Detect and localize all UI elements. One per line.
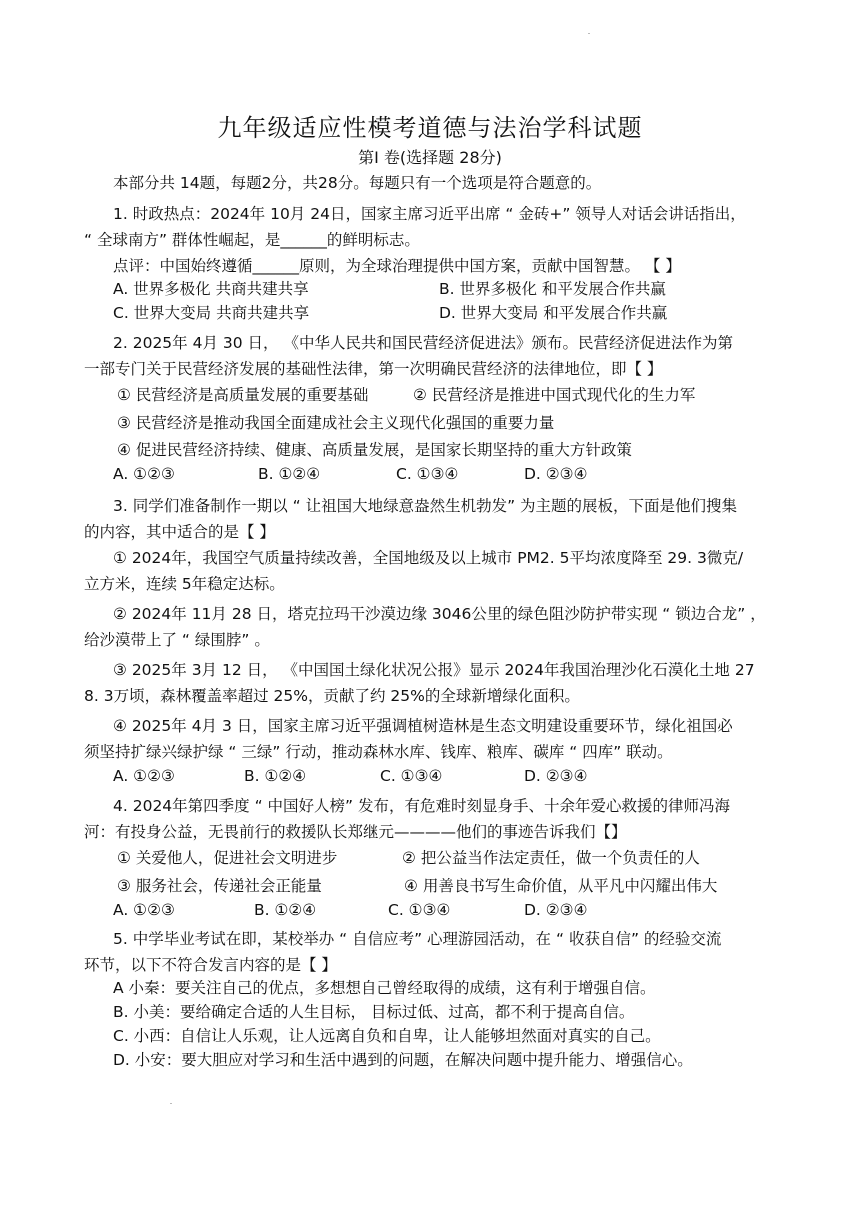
q2-statement-1: ① 民营经济是高质量发展的重要基础 xyxy=(117,386,369,404)
q1-option-a: A. 世界多极化 共商共建共享 xyxy=(113,280,309,298)
q1-comment: 点评：中国始终遵循______原则，为全球治理提供中国方案，贡献中国智慧。 【 】 xyxy=(113,257,681,275)
q3-option-a: A. ①②③ xyxy=(113,767,175,785)
q3-option-c: C. ①③④ xyxy=(380,767,443,785)
q5-option-c: C. 小西：自信让人乐观，让人远离自负和自卑，让人能够坦然面对真实的自己。 xyxy=(113,1027,661,1045)
q4-stem-line-1: 4. 2024年第四季度 “ 中国好人榜” 发布，有危难时刻显身手、十余年爱心救援的律师冯海 xyxy=(113,797,731,815)
q3-material-1-line-1: ① 2024年，我国空气质量持续改善，全国地级及以上城市 PM2. 5平均浓度降至 29. 3微克/ xyxy=(113,549,744,567)
exam-title: 九年级适应性模考道德与法治学科试题 xyxy=(217,114,643,142)
q4-statement-3: ③ 服务社会，传递社会正能量 xyxy=(117,877,322,895)
q5-stem-line-1: 5. 中学毕业考试在即，某校举办 “ 自信应考” 心理游园活动，在 “ 收获自信” 的经验交流 xyxy=(113,930,722,948)
section-heading: 第Ⅰ 卷(选择题 28分) xyxy=(358,148,502,167)
q3-material-2-line-1: ② 2024年 11月 28 日，塔克拉玛干沙漠边缘 3046公里的绿色阻沙防护带实现 “ 锁边合龙” ， xyxy=(113,605,766,623)
q5-stem-line-2: 环节，以下不符合发言内容的是【 】 xyxy=(84,956,337,974)
q3-option-b: B. ①②④ xyxy=(244,767,307,785)
q4-option-a: A. ①②③ xyxy=(113,901,175,919)
q3-material-4-line-2: 须坚持扩绿兴绿护绿 “ 三绿” 行动，推动森林水库、钱库、粮库、碳库 “ 四库” 联动。 xyxy=(84,743,673,761)
section-instruction: 本部分共 14题，每题2分，共28分。每题只有一个选项是符合题意的。 xyxy=(113,174,602,192)
q2-statement-4: ④ 促进民营经济持续、健康、高质量发展，是国家长期坚持的重大方针政策 xyxy=(117,441,632,459)
q1-option-c: C. 世界大变局 共商共建共享 xyxy=(113,304,310,322)
q2-statement-3: ③ 民营经济是推动我国全面建成社会主义现代化强国的重要力量 xyxy=(117,414,555,432)
q5-option-b: B. 小美：要给确定合适的人生目标， 目标过低、过高，都不利于提高自信。 xyxy=(113,1003,635,1021)
q3-option-d: D. ②③④ xyxy=(524,767,588,785)
q1-stem-line-1: 1. 时政热点：2024年 10月 24日，国家主席习近平出席 “ 金砖+” 领导人对话会讲话指出， xyxy=(113,205,746,223)
q2-option-c: C. ①③④ xyxy=(396,465,459,483)
q2-statement-2: ② 民营经济是推进中国式现代化的生力军 xyxy=(413,386,696,404)
q1-stem-line-2: “ 全球南方” 群体性崛起，是______的鲜明标志。 xyxy=(84,231,420,249)
scan-speck xyxy=(170,1103,172,1104)
q2-option-a: A. ①②③ xyxy=(113,465,175,483)
q4-statement-4: ④ 用善良书写生命价值，从平凡中闪耀出伟大 xyxy=(404,877,718,895)
q3-material-3-line-2: 8. 3万顷，森林覆盖率超过 25%，贡献了约 25%的全球新增绿化面积。 xyxy=(84,687,580,705)
q2-stem-line-1: 2. 2025年 4月 30 日， 《中华人民共和国民营经济促进法》颁布。民营经济促进法作为第 xyxy=(113,334,733,352)
q3-material-3-line-1: ③ 2025年 3月 12 日， 《中国国土绿化状况公报》显示 2024年我国治理沙化石漠化土地 27 xyxy=(113,661,755,679)
q4-option-d: D. ②③④ xyxy=(524,901,588,919)
q4-statement-1: ① 关爱他人，促进社会文明进步 xyxy=(117,849,338,867)
scan-speck xyxy=(588,33,590,34)
q3-material-4-line-1: ④ 2025年 4月 3 日，国家主席习近平强调植树造林是生态文明建设重要环节，绿化祖国必 xyxy=(113,717,733,735)
q1-option-d: D. 世界大变局 和平发展合作共赢 xyxy=(439,304,668,322)
q2-stem-line-2: 一部专门关于民营经济发展的基础性法律，第一次明确民营经济的法律地位，即【 】 xyxy=(84,360,663,378)
q2-option-b: B. ①②④ xyxy=(258,465,321,483)
q2-option-d: D. ②③④ xyxy=(524,465,588,483)
q3-material-1-line-2: 立方米，连续 5年稳定达标。 xyxy=(84,575,285,593)
q5-option-a: A 小秦：要关注自己的优点，多想想自己曾经取得的成绩，这有利于增强自信。 xyxy=(113,979,656,997)
q4-stem-line-2: 河：有投身公益，无畏前行的救援队长郑继元————他们的事迹告诉我们【】 xyxy=(84,823,627,841)
q3-material-2-line-2: 给沙漠带上了 “ 绿围脖” 。 xyxy=(84,631,270,649)
q5-option-d: D. 小安：要大胆应对学习和生活中遇到的问题，在解决问题中提升能力、增强信心。 xyxy=(113,1051,693,1069)
q4-statement-2: ② 把公益当作法定责任，做一个负责任的人 xyxy=(402,849,700,867)
q1-option-b: B. 世界多极化 和平发展合作共赢 xyxy=(439,280,666,298)
q3-stem-line-2: 的内容，其中适合的是【 】 xyxy=(84,523,275,541)
q4-option-c: C. ①③④ xyxy=(388,901,451,919)
q4-option-b: B. ①②④ xyxy=(254,901,317,919)
q3-stem-line-1: 3. 同学们准备制作一期以 “ 让祖国大地绿意盎然生机勃发” 为主题的展板，下面是他们搜集 xyxy=(113,497,738,515)
